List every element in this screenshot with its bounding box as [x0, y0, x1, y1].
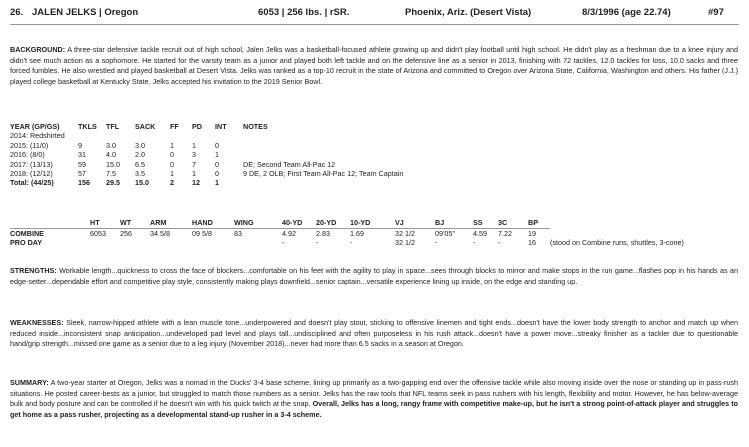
combine-col-wt: WT — [120, 218, 132, 227]
weaknesses-text: Sleek, narrow-hipped athlete with a lean muscle tone...underpowered and doesn't play stout, sticking to offensive linemen and tight ends...doesn't have the lower body strength to anchor and match up when reduced inside...inconsistent snap anticipation...undeveloped pad level and plays tall...undisciplined and often purposeless in his rush attack...doesn't have a power move...streaky finisher as a tackler due to questionable hand/grip strength...missed one game as a senior due to a leg injury (November 2018)...never had more than 6.5 sacks in a season at Oregon. — [10, 318, 739, 349]
combine-col-arm: ARM — [150, 218, 167, 227]
combine-col-bp: BP — [528, 218, 538, 227]
stats-cell: 2017: (13/13) — [10, 159, 53, 169]
combine-cell: 6053 — [90, 228, 106, 238]
proday-row-label: PRO DAY — [10, 238, 43, 248]
strengths-section — [10, 266, 738, 287]
stats-cell: 15.0 — [106, 159, 120, 169]
stats-cell: 3 — [192, 150, 196, 160]
proday-cell: - — [473, 238, 476, 248]
proday-cell: - — [498, 238, 501, 248]
player-hometown: Phoenix, Ariz. (Desert Vista) — [405, 7, 532, 18]
stats-cell: 1 — [170, 168, 174, 178]
combine-cell: 2.83 — [316, 228, 330, 238]
summary-label: SUMMARY: — [10, 378, 49, 387]
stats-row — [10, 169, 738, 178]
stats-cell: 0 — [215, 159, 219, 169]
stats-cell: 0 — [170, 150, 174, 160]
stats-col-tfl: TFL — [106, 122, 120, 131]
combine-col-ht: HT — [90, 218, 100, 227]
summary-section — [10, 378, 738, 420]
proday-cell: 16 — [528, 238, 536, 248]
player-name-school: JALEN JELKS | Oregon — [32, 7, 139, 18]
stats-cell: 0 — [215, 140, 219, 150]
proday-cell: 32 1/2 — [395, 238, 415, 248]
player-rank: 26. — [10, 7, 24, 18]
stats-cell: 9 — [78, 140, 82, 150]
stats-table — [10, 122, 738, 188]
combine-row — [10, 229, 738, 239]
stats-row — [10, 141, 738, 150]
stats-col-notes: NOTES — [243, 122, 268, 131]
stats-cell-notes: DE; Second Team All-Pac 12 — [243, 159, 336, 169]
combine-table — [10, 218, 738, 248]
combine-col-hand: HAND — [192, 218, 213, 227]
stats-cell: 0 — [215, 168, 219, 178]
stats-total-cell: 12 — [192, 178, 200, 188]
stats-cell: 1 — [192, 140, 196, 150]
stats-total-cell: Total: (44/25) — [10, 178, 54, 188]
stats-total-cell: 15.0 — [135, 178, 149, 188]
weaknesses-label: WEAKNESSES: — [10, 318, 64, 327]
combine-cell: 1.69 — [350, 228, 364, 238]
stats-row — [10, 131, 738, 140]
stats-row — [10, 160, 738, 169]
stats-col-tkls: TKLS — [78, 122, 97, 131]
player-header — [10, 7, 739, 19]
combine-row-label: COMBINE — [10, 228, 44, 238]
stats-cell: 31 — [78, 150, 86, 160]
stats-cell: 3.5 — [135, 168, 145, 178]
combine-cell: 4.92 — [282, 228, 296, 238]
stats-cell: 59 — [78, 159, 86, 169]
summary-conclusion: Overall, Jelks has a long, rangy frame with competitive make-up, but he isn't a strong point-of-attack player and struggles to get home as a pass rusher, projecting as a developmental stand-up rusher in a 3-4 scheme. — [10, 399, 739, 419]
combine-cell: 256 — [120, 228, 132, 238]
player-jersey-number: #97 — [708, 7, 724, 18]
combine-cell: 09'05" — [435, 228, 455, 238]
proday-cell: - — [435, 238, 438, 248]
stats-cell: 1 — [192, 168, 196, 178]
summary-text: A two-year starter at Oregon, Jelks was a nomad in the Ducks' 3-4 base scheme, lining up primarily as a two-gapping end over the offensive tackle while also moving inside over the nose or standing up in pass-rush situations. He posted career-bests as a junior, but struggled to match those numbers as a senior. Jelks has the raw tools that NFL teams seek in pass rushers with his length, flexibility and motor. However, he has below-average bulk and body posture and can be controlled if he doesn't win with his quick twitch at the snap. — [10, 378, 738, 409]
player-measurables: 6053 | 256 lbs. | rSR. — [258, 7, 350, 18]
background-text: A three-star defensive tackle recruit out of high school, Jalen Jelks was a basketball-focused athlete growing up and didn't play football until high school. He didn't play as a freshman due to a knee injury and didn't see much action as a sophomore. He started for the varsity team as a junior and played both left tackle and on the defensive line as a senior in 2013, finishing with 72 tackles, 12.0 tackles for loss, 10.0 sacks and three forced fumbles. He also wrestled and played basketball at Desert Vista. Jelks was ranked as a top-10 recruit in the state of Arizona and committed to Oregon over Arizona State, California, Washington and others. His father (J.J.) played college basketball at Kentucky State. Jelks accepted his invitation to the 2019 Senior Bowl. — [10, 45, 738, 86]
stats-cell: 7.5 — [106, 168, 116, 178]
combine-header-row — [10, 218, 738, 228]
stats-header-row — [10, 122, 738, 131]
combine-col-3c: 3C — [498, 218, 508, 227]
weaknesses-section — [10, 318, 738, 350]
combine-col-10yd: 10-YD — [350, 218, 371, 227]
combine-cell: 83 — [234, 228, 242, 238]
stats-cell: 2.0 — [135, 150, 145, 160]
combine-col-20yd: 20-YD — [316, 218, 337, 227]
stats-cell: 2018: (12/12) — [10, 168, 53, 178]
stats-cell: 57 — [78, 168, 86, 178]
proday-row — [10, 238, 738, 248]
stats-cell: 7 — [192, 159, 196, 169]
stats-col-sack: SACK — [135, 122, 156, 131]
proday-cell: - — [282, 238, 285, 248]
stats-total-cell: 1 — [215, 178, 219, 188]
stats-cell: 6.5 — [135, 159, 145, 169]
stats-cell: 2016: (8/0) — [10, 150, 45, 160]
stats-cell: 1 — [215, 150, 219, 160]
combine-cell: 19 — [528, 228, 536, 238]
stats-total-cell: 29.5 — [106, 178, 120, 188]
combine-col-bj: BJ — [435, 218, 445, 227]
stats-cell: 3.0 — [135, 140, 145, 150]
proday-note: (stood on Combine runs, shuttles, 3-cone) — [550, 238, 684, 248]
stats-cell: 4.0 — [106, 150, 116, 160]
stats-cell-notes: 9 DE, 2 OLB; First Team All-Pac 12; Team Captain — [243, 168, 404, 178]
combine-cell: 34 5/8 — [150, 228, 170, 238]
combine-col-ss: SS — [473, 218, 483, 227]
combine-cell: 09 5/8 — [192, 228, 212, 238]
strengths-label: STRENGTHS: — [10, 266, 57, 275]
combine-col-vj: VJ — [395, 218, 404, 227]
proday-cell: - — [350, 238, 353, 248]
stats-row — [10, 150, 738, 159]
stats-col-year: YEAR (GP/GS) — [10, 122, 60, 131]
player-dob: 8/3/1996 (age 22.74) — [582, 7, 671, 18]
stats-cell: 1 — [170, 140, 174, 150]
combine-col-wing: WING — [234, 218, 254, 227]
strengths-text: Workable length...quickness to cross the face of blockers...comfortable on his feet with the agility to play in space...sees through blocks to mirror and make stops in the run game...flashes pop in his hands as an edge-setter...dependable effort and competitive play style, consistently making plays downfield...senior captain...versatile experience lining up inside, on the edge and standing up. — [10, 266, 738, 286]
stats-total-row — [10, 178, 738, 187]
stats-cell: 2014: Redshirted — [10, 131, 65, 141]
stats-col-pd: PD — [192, 122, 202, 131]
combine-cell: 7.22 — [498, 228, 512, 238]
background-section — [10, 45, 738, 87]
combine-cell: 32 1/2 — [395, 228, 415, 238]
stats-total-cell: 156 — [78, 178, 90, 188]
proday-cell: - — [316, 238, 319, 248]
stats-cell: 3.0 — [106, 140, 116, 150]
stats-total-cell: 2 — [170, 178, 174, 188]
stats-col-ff: FF — [170, 122, 179, 131]
header-divider — [10, 24, 739, 25]
combine-col-40yd: 40-YD — [282, 218, 303, 227]
combine-cell: 4.59 — [473, 228, 487, 238]
stats-cell: 0 — [170, 159, 174, 169]
stats-cell: 2015: (11/0) — [10, 140, 49, 150]
stats-col-int: INT — [215, 122, 227, 131]
background-label: BACKGROUND: — [10, 45, 66, 54]
